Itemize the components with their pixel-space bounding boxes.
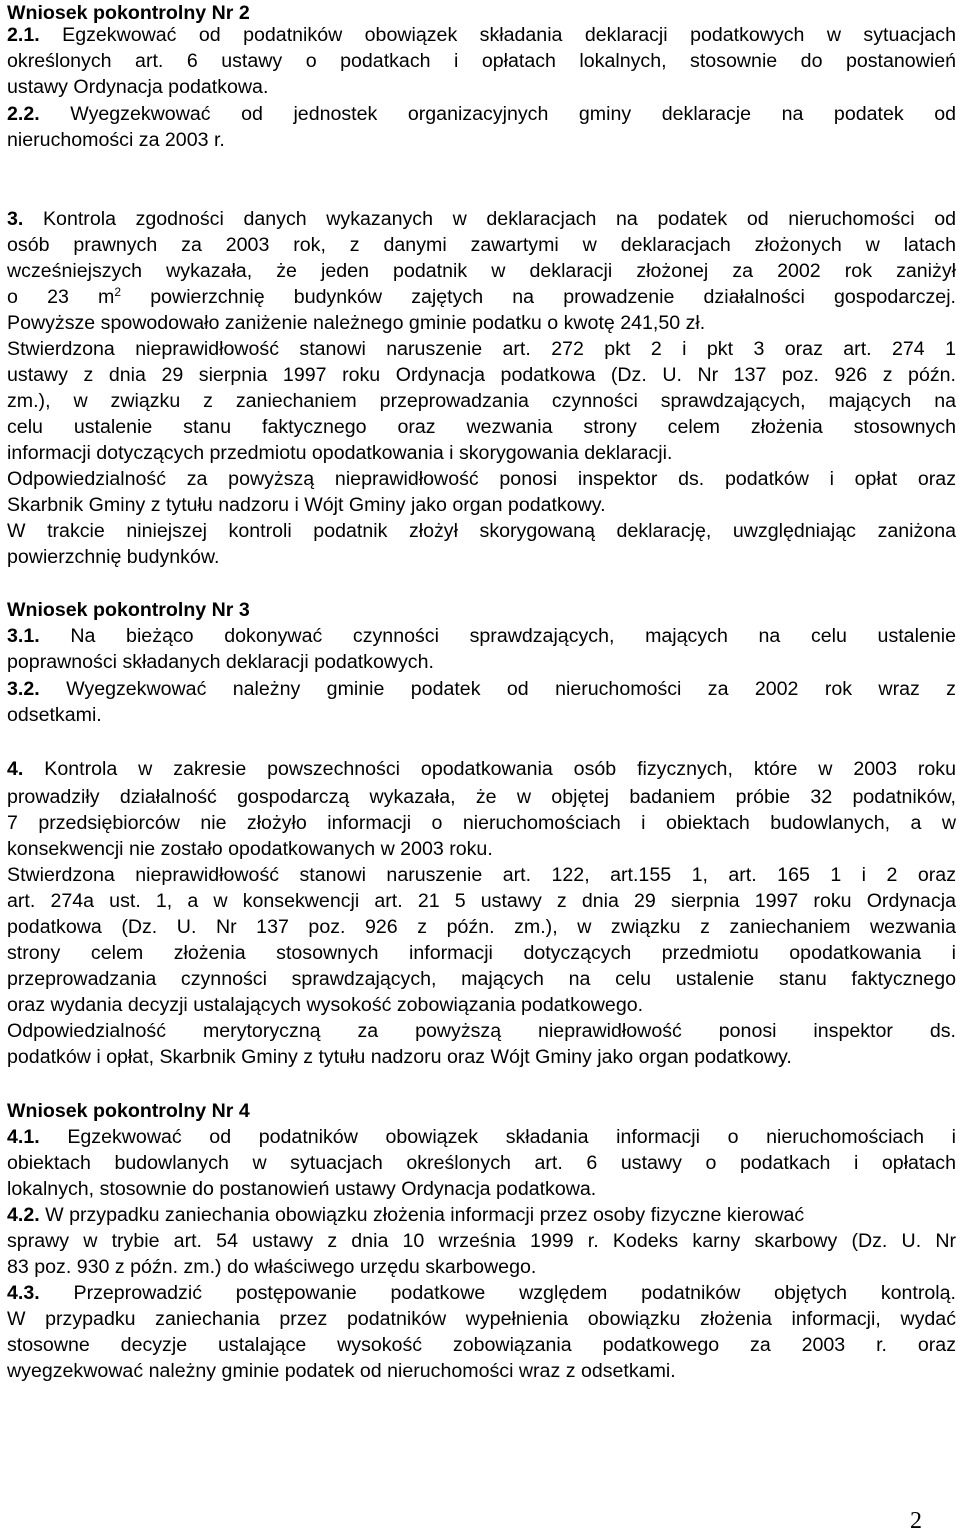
- text-line: 7 przedsiębiorców nie złożyło informacji o nieruchomościach i obiektach budowlanych, a w: [7, 812, 956, 834]
- text-line: oraz wydania decyzji ustalających wysokość zobowiązania podatkowego.: [7, 994, 644, 1016]
- page-number: 2: [910, 1508, 922, 1534]
- text-span: Egzekwować od podatników obowiązek składania informacji o nieruchomościach i: [67, 1126, 956, 1148]
- section-heading-wniosek-3: Wniosek pokontrolny Nr 3: [7, 599, 250, 621]
- text-line: osób prawnych za 2003 rok, z danymi zawartymi w deklaracjach złożonych w latach: [7, 234, 956, 256]
- text-line: ustawy Ordynacja podatkowa.: [7, 76, 269, 98]
- text-line: prowadziły działalność gospodarczą wykazała, że w objętej badaniem próbie 32 podatników,: [7, 786, 956, 808]
- text-line: celu ustalenie stanu faktycznego oraz wezwania strony celem złożenia stosownych: [7, 416, 956, 438]
- text-span: Wyegzekwować od jednostek organizacyjnych gminy deklaracje na podatek od: [70, 103, 956, 125]
- text-line: strony celem złożenia stosownych informacji dotyczących przedmiotu opodatkowania i: [7, 942, 956, 964]
- text-line: 83 poz. 930 z późn. zm.) do właściwego urzędu skarbowego.: [7, 1256, 537, 1278]
- text-line: wcześniejszych wykazała, że jeden podatnik w deklaracji złożonej za 2002 rok zaniżył: [7, 260, 956, 282]
- item-number: 3.: [7, 208, 24, 230]
- text-span: Kontrola zgodności danych wykazanych w deklaracjach na podatek od nieruchomości od: [42, 208, 956, 230]
- text-line: Stwierdzona nieprawidłowość stanowi naruszenie art. 122, art.155 1, art. 165 1 i 2 oraz: [7, 864, 956, 886]
- item-number: 4.3.: [7, 1282, 40, 1304]
- text-line: ustawy z dnia 29 sierpnia 1997 roku Ordynacja podatkowa (Dz. U. Nr 137 poz. 926 z późn.: [7, 364, 956, 386]
- text-line: informacji dotyczących przedmiotu opodatkowania i skorygowania deklaracji.: [7, 442, 673, 464]
- text-line: stosowne decyzje ustalające wysokość zobowiązania podatkowego za 2003 r. oraz: [7, 1334, 956, 1356]
- text-line: przeprowadzania czynności sprawdzających, mających na celu ustalenie stanu faktycznego: [7, 968, 956, 990]
- text-line: odsetkami.: [7, 704, 102, 726]
- text-line: [7, 756, 956, 782]
- text-span: Przeprowadzić postępowanie podatkowe względem podatników objętych kontrolą.: [73, 1282, 956, 1304]
- superscript: 2: [114, 285, 122, 299]
- text-line: wyegzekwować należny gminie podatek od nieruchomości wraz z odsetkami.: [7, 1360, 676, 1382]
- text-line: [7, 101, 956, 127]
- text-span: Na bieżąco dokonywać czynności sprawdzających, mających na celu ustalenie: [70, 625, 956, 647]
- text-line: podatków i opłat, Skarbnik Gminy z tytułu nadzoru oraz Wójt Gminy jako organ podatkowy.: [7, 1046, 792, 1068]
- text-line: [7, 676, 956, 702]
- section-heading-wniosek-4: Wniosek pokontrolny Nr 4: [7, 1100, 250, 1122]
- item-number: 3.1.: [7, 625, 40, 647]
- text-line: [7, 22, 956, 48]
- text-line: określonych art. 6 ustawy o podatkach i opłatach lokalnych, stosownie do postanowień: [7, 50, 956, 72]
- text-line: [7, 1202, 956, 1228]
- text-line: podatkowa (Dz. U. Nr 137 poz. 926 z późn. zm.), w związku z zaniechaniem wezwania: [7, 916, 956, 938]
- text-line: zm.), w związku z zaniechaniem przeprowadzania czynności sprawdzających, mających na: [7, 390, 956, 412]
- text-line: Powyższe spowodowało zaniżenie należnego gminie podatku o kwotę 241,50 zł.: [7, 312, 706, 334]
- text-line: nieruchomości za 2003 r.: [7, 129, 225, 151]
- item-number: 3.2.: [7, 678, 40, 700]
- text-line: Stwierdzona nieprawidłowość stanowi naruszenie art. 272 pkt 2 i pkt 3 oraz art. 274 1: [7, 338, 956, 360]
- item-number: 4.2.: [7, 1204, 40, 1226]
- text-line: [7, 206, 956, 232]
- text-line: Skarbnik Gminy z tytułu nadzoru i Wójt Gminy jako organ podatkowy.: [7, 494, 606, 516]
- text-line: konsekwencji nie zostało opodatkowanych w 2003 roku.: [7, 838, 493, 860]
- text-line: sprawy w trybie art. 54 ustawy z dnia 10 września 1999 r. Kodeks karny skarbowy (Dz. U. Nr: [7, 1230, 956, 1252]
- text-line: powierzchnię budynków.: [7, 546, 220, 568]
- text-line: obiektach budowlanych w sytuacjach określonych art. 6 ustawy o podatkach i opłatach: [7, 1152, 956, 1174]
- text-line: [7, 623, 956, 649]
- text-line: [7, 284, 956, 310]
- text-span: Wyegzekwować należny gminie podatek od nieruchomości za 2002 rok wraz z: [66, 678, 956, 700]
- text-span: o 23 m: [7, 286, 115, 308]
- text-span: Egzekwować od podatników obowiązek składania deklaracji podatkowych w sytuacjach: [62, 24, 957, 46]
- text-line: W przypadku zaniechania przez podatników wypełnienia obowiązku złożenia informacji, wydać: [7, 1308, 956, 1330]
- item-number: 4.1.: [7, 1126, 40, 1148]
- section-heading-wniosek-2: Wniosek pokontrolny Nr 2: [7, 2, 250, 24]
- text-line: poprawności składanych deklaracji podatkowych.: [7, 651, 434, 673]
- text-line: Odpowiedzialność za powyższą nieprawidłowość ponosi inspektor ds. podatków i opłat oraz: [7, 468, 956, 490]
- text-line: [7, 1124, 956, 1150]
- text-line: W trakcie niniejszej kontroli podatnik złożył skorygowaną deklarację, uwzględniając zaniżona: [7, 520, 956, 542]
- item-number: 2.2.: [7, 103, 40, 125]
- item-number: 4.: [7, 758, 24, 780]
- text-line: [7, 1280, 956, 1306]
- text-span: W przypadku zaniechania obowiązku złożenia informacji przez osoby fizyczne kierować: [45, 1204, 805, 1226]
- text-span: powierzchnię budynków zajętych na prowadzenie działalności gospodarczej.: [121, 286, 956, 308]
- text-line: Odpowiedzialność merytoryczną za powyższą nieprawidłowość ponosi inspektor ds.: [7, 1020, 956, 1042]
- text-line: lokalnych, stosownie do postanowień ustawy Ordynacja podatkowa.: [7, 1178, 597, 1200]
- text-span: Kontrola w zakresie powszechności opodatkowania osób fizycznych, które w 2003 roku: [44, 758, 957, 780]
- text-line: art. 274a ust. 1, a w konsekwencji art. 21 5 ustawy z dnia 29 sierpnia 1997 roku Ordynacja: [7, 890, 956, 912]
- item-number: 2.1.: [7, 24, 40, 46]
